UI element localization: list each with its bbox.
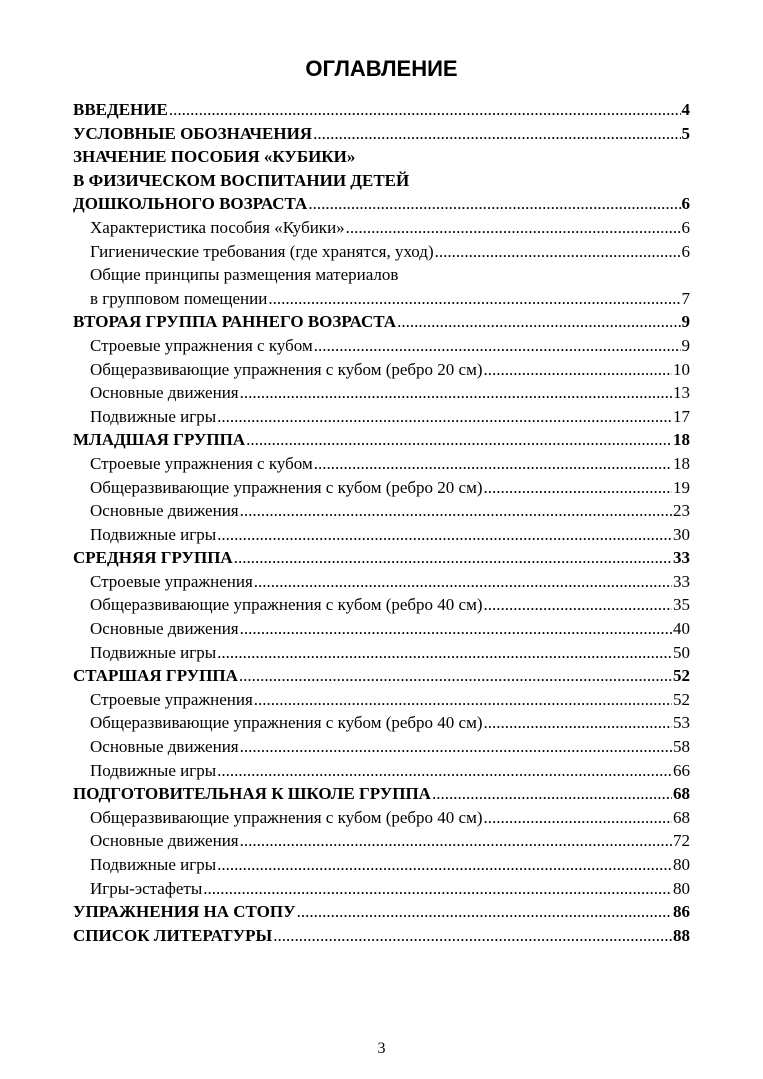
- toc-entry-page: 5: [681, 123, 690, 143]
- toc-entry-title: ВТОРАЯ ГРУППА РАННЕГО ВОЗРАСТА: [73, 312, 397, 332]
- toc-entry-page: 19: [673, 477, 690, 497]
- toc-entry-page: 18: [673, 430, 690, 450]
- toc-entry-page: 9: [681, 312, 690, 332]
- toc-entry-title: Общеразвивающие упражнения с кубом (ребро 20 см): [90, 477, 483, 497]
- toc-entry-title: СПИСОК ЛИТЕРАТУРЫ: [73, 925, 273, 945]
- toc-entry-title: Основные движения: [90, 737, 239, 757]
- dot-leader: [484, 711, 672, 735]
- toc-entry[interactable]: [73, 759, 690, 783]
- toc-entry[interactable]: [73, 192, 690, 216]
- toc-entry[interactable]: [73, 829, 690, 853]
- dot-leader: [314, 452, 672, 476]
- toc-entry[interactable]: [73, 216, 690, 240]
- toc-entry-page: 88: [673, 925, 690, 945]
- dot-leader: [240, 499, 672, 523]
- toc-entry-title: Основные движения: [90, 619, 239, 639]
- toc-entry[interactable]: [73, 570, 690, 594]
- dot-leader: [240, 381, 672, 405]
- toc-entry-title: Подвижные игры: [90, 760, 217, 780]
- toc-entry[interactable]: [73, 546, 690, 570]
- toc-entry[interactable]: [73, 711, 690, 735]
- dot-leader: [240, 829, 672, 853]
- dot-leader: [254, 570, 672, 594]
- dot-leader: [217, 523, 672, 547]
- toc-entry-title: СРЕДНЯЯ ГРУППА: [73, 548, 233, 568]
- toc-entry[interactable]: [73, 358, 690, 382]
- toc-entry-title: Основные движения: [90, 831, 239, 851]
- dot-leader: [313, 122, 680, 146]
- toc-entry-page: 66: [673, 760, 690, 780]
- page-number: 3: [377, 1040, 386, 1057]
- toc-entry-page: 58: [673, 737, 690, 757]
- toc-entry-title: Общеразвивающие упражнения с кубом (ребро 40 см): [90, 713, 483, 733]
- dot-leader: [169, 98, 681, 122]
- toc-entry-page: 86: [673, 902, 690, 922]
- dot-leader: [308, 192, 680, 216]
- toc-entry[interactable]: [73, 924, 690, 948]
- toc-entry-page: 23: [673, 501, 690, 521]
- toc-entry-title: Строевые упражнения: [90, 571, 253, 591]
- toc-entry-page: 33: [673, 571, 690, 591]
- toc-entry[interactable]: [73, 664, 690, 688]
- toc-entry[interactable]: [73, 122, 690, 146]
- toc-entry-page: 9: [681, 335, 690, 355]
- toc-entry[interactable]: [73, 287, 690, 311]
- toc-entry-title: УСЛОВНЫЕ ОБОЗНАЧЕНИЯ: [73, 123, 313, 143]
- toc-entry[interactable]: [73, 593, 690, 617]
- dot-leader: [217, 759, 672, 783]
- toc-entry-title: Общеразвивающие упражнения с кубом (ребро 20 см): [90, 359, 483, 379]
- toc-entry-page: 52: [673, 689, 690, 709]
- toc-entry-page: 72: [673, 831, 690, 851]
- dot-leader: [254, 688, 672, 712]
- toc-entry-page: 53: [673, 713, 690, 733]
- dot-leader: [240, 617, 672, 641]
- dot-leader: [432, 782, 672, 806]
- toc-entry[interactable]: [73, 499, 690, 523]
- dot-leader: [297, 900, 672, 924]
- dot-leader: [246, 428, 672, 452]
- toc-entry-title: Основные движения: [90, 383, 239, 403]
- dot-leader: [397, 310, 680, 334]
- toc-entry-page: 40: [673, 619, 690, 639]
- dot-leader: [217, 853, 672, 877]
- toc-entry[interactable]: [73, 782, 690, 806]
- toc-entry-title: МЛАДШАЯ ГРУППА: [73, 430, 246, 450]
- toc-entry-title: Строевые упражнения с кубом: [90, 335, 313, 355]
- toc-entry-page: 10: [673, 359, 690, 379]
- toc-entry-page: 35: [673, 595, 690, 615]
- toc-entry-title: ДОШКОЛЬНОГО ВОЗРАСТА: [73, 194, 308, 214]
- toc-entry-page: 6: [681, 217, 690, 237]
- toc-entry[interactable]: [73, 310, 690, 334]
- toc-entry-title: Характеристика пособия «Кубики»: [90, 217, 345, 237]
- toc-entry[interactable]: [73, 263, 690, 287]
- toc-entry-page: 6: [681, 194, 690, 214]
- dot-leader: [217, 641, 672, 665]
- toc-entry-page: 4: [681, 100, 690, 119]
- dot-leader: [314, 334, 681, 358]
- toc-entry[interactable]: [73, 900, 690, 924]
- toc-entry-page: 52: [673, 666, 690, 686]
- toc-entry-page: 6: [681, 241, 690, 261]
- toc-entry-title: ПОДГОТОВИТЕЛЬНАЯ К ШКОЛЕ ГРУППА: [73, 784, 431, 804]
- toc-entry[interactable]: [73, 877, 690, 901]
- toc-entry-page: 80: [673, 855, 690, 874]
- dot-leader: [240, 735, 672, 759]
- table-of-contents: [73, 98, 690, 947]
- toc-entry-title: Подвижные игры: [90, 855, 217, 874]
- toc-entry[interactable]: [73, 169, 690, 193]
- toc-entry-page: 80: [673, 878, 690, 898]
- dot-leader: [484, 476, 672, 500]
- toc-entry-page: 50: [673, 642, 690, 662]
- toc-entry-page: 17: [673, 406, 690, 426]
- toc-entry[interactable]: [73, 688, 690, 712]
- toc-entry-title: ВВЕДЕНИЕ: [73, 100, 168, 119]
- toc-entry[interactable]: [73, 735, 690, 759]
- toc-entry-title: Игры-эстафеты: [90, 878, 203, 898]
- dot-leader: [484, 358, 672, 382]
- toc-entry-page: 13: [673, 383, 690, 403]
- toc-entry[interactable]: [73, 853, 690, 877]
- toc-entry-page: 7: [681, 288, 690, 308]
- dot-leader: [435, 240, 681, 264]
- dot-leader: [239, 664, 672, 688]
- toc-entry-title: Гигиенические требования (где хранятся, уход): [90, 241, 434, 261]
- dot-leader: [346, 216, 681, 240]
- toc-entry[interactable]: [73, 452, 690, 476]
- page-title: ОГЛАВЛЕНИЕ: [305, 56, 458, 81]
- toc-entry[interactable]: [73, 806, 690, 830]
- toc-entry-title: Строевые упражнения с кубом: [90, 453, 313, 473]
- toc-entry-title: Общеразвивающие упражнения с кубом (ребро 40 см): [90, 595, 483, 615]
- toc-entry[interactable]: [73, 617, 690, 641]
- toc-entry[interactable]: [73, 523, 690, 547]
- dot-leader: [484, 593, 672, 617]
- toc-entry-title: Подвижные игры: [90, 642, 217, 662]
- dot-leader: [234, 546, 672, 570]
- toc-entry-title: Основные движения: [90, 501, 239, 521]
- toc-entry[interactable]: [73, 145, 690, 169]
- dot-leader: [217, 405, 672, 429]
- toc-entry-page: 30: [673, 524, 690, 544]
- toc-entry-page: 18: [673, 453, 690, 473]
- toc-entry[interactable]: [73, 476, 690, 500]
- toc-entry-title: ЗНАЧЕНИЕ ПОСОБИЯ «КУБИКИ»: [73, 147, 356, 167]
- toc-entry[interactable]: [73, 240, 690, 264]
- toc-entry-title: Общеразвивающие упражнения с кубом (ребро 40 см): [90, 807, 483, 827]
- dot-leader: [268, 287, 680, 311]
- toc-entry-title: Подвижные игры: [90, 406, 217, 426]
- dot-leader: [273, 924, 672, 948]
- toc-entry[interactable]: [73, 428, 690, 452]
- toc-entry-title: УПРАЖНЕНИЯ НА СТОПУ: [73, 902, 296, 922]
- toc-entry[interactable]: [73, 334, 690, 358]
- toc-entry[interactable]: [73, 98, 690, 122]
- dot-leader: [484, 806, 672, 830]
- toc-entry-title: Общие принципы размещения материалов: [90, 265, 399, 285]
- toc-entry[interactable]: [73, 405, 690, 429]
- toc-entry-title: В ФИЗИЧЕСКОМ ВОСПИТАНИИ ДЕТЕЙ: [73, 170, 410, 190]
- toc-entry[interactable]: [73, 381, 690, 405]
- toc-entry-title: СТАРШАЯ ГРУППА: [73, 666, 238, 686]
- toc-entry[interactable]: [73, 641, 690, 665]
- toc-entry-page: 68: [673, 784, 690, 804]
- toc-entry-page: 33: [673, 548, 690, 568]
- toc-entry-title: Строевые упражнения: [90, 689, 253, 709]
- toc-entry-title: в групповом помещении: [90, 288, 268, 308]
- toc-entry-page: 68: [673, 807, 690, 827]
- dot-leader: [203, 877, 672, 901]
- toc-entry-title: Подвижные игры: [90, 524, 217, 544]
